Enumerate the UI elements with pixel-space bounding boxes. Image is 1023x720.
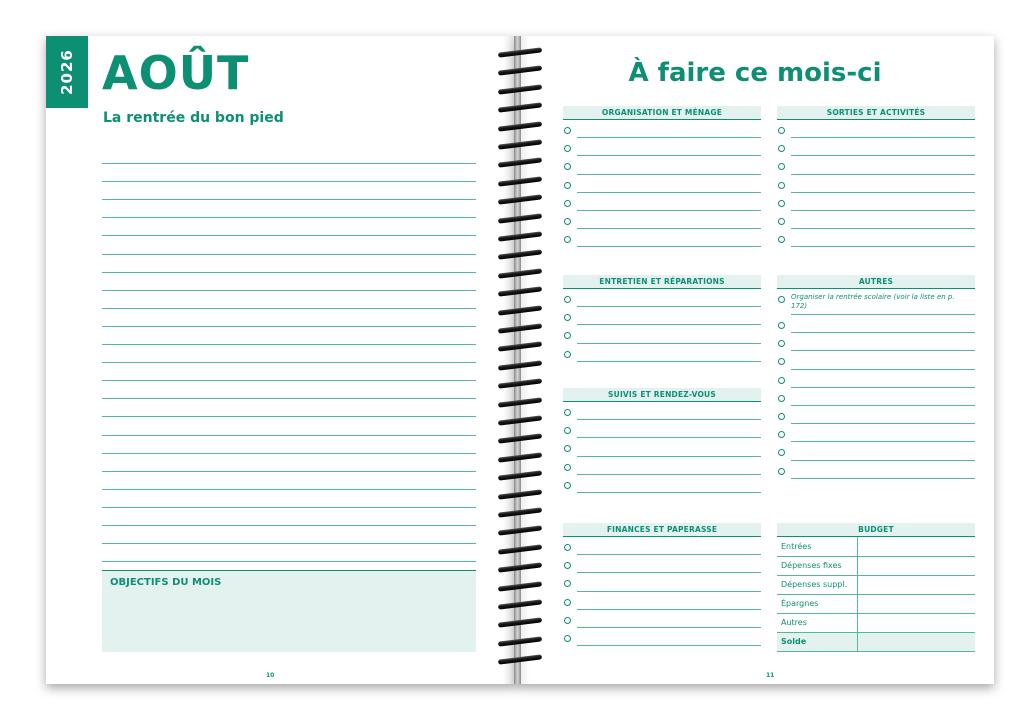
spiral-coil bbox=[498, 124, 542, 130]
spiral-coil bbox=[498, 363, 542, 369]
note-line[interactable] bbox=[102, 182, 476, 200]
checklist-row[interactable] bbox=[777, 406, 975, 424]
checkbox-circle[interactable] bbox=[778, 218, 785, 225]
budget-row-solde bbox=[777, 632, 975, 651]
spiral-coil bbox=[498, 620, 542, 626]
checkbox-circle[interactable] bbox=[564, 427, 571, 434]
budget-value-cell[interactable] bbox=[857, 537, 975, 556]
checkbox-circle[interactable] bbox=[564, 314, 571, 321]
checklist-row[interactable] bbox=[777, 370, 975, 388]
checklist-row[interactable] bbox=[777, 289, 975, 315]
checklist-row[interactable] bbox=[777, 461, 975, 479]
checkbox-circle[interactable] bbox=[778, 145, 785, 152]
checkbox-circle[interactable] bbox=[564, 182, 571, 189]
spiral-coil bbox=[498, 326, 542, 332]
checkbox-circle[interactable] bbox=[564, 599, 571, 606]
checklist-row[interactable] bbox=[563, 289, 761, 307]
write-line[interactable] bbox=[791, 478, 975, 479]
note-line[interactable] bbox=[102, 472, 476, 490]
budget-row bbox=[777, 537, 975, 556]
budget-value-cell[interactable] bbox=[857, 632, 975, 651]
checklist-row[interactable] bbox=[563, 537, 761, 555]
section-header: BUDGET bbox=[777, 523, 975, 537]
checklist-row[interactable] bbox=[777, 156, 975, 174]
spiral-coil bbox=[498, 271, 542, 277]
spiral-coil bbox=[498, 234, 542, 240]
page-number-left: 10 bbox=[266, 672, 275, 679]
year-tab bbox=[46, 36, 88, 108]
write-line[interactable] bbox=[577, 246, 761, 247]
budget-table bbox=[777, 537, 975, 652]
page-number-right: 11 bbox=[766, 672, 775, 679]
spiral-coil bbox=[498, 344, 542, 350]
checkbox-circle[interactable] bbox=[778, 163, 785, 170]
section-budget bbox=[777, 523, 975, 652]
note-line[interactable] bbox=[102, 381, 476, 399]
checklist-row[interactable] bbox=[777, 424, 975, 442]
note-line[interactable] bbox=[102, 291, 476, 309]
todo-title: À faire ce mois-ci bbox=[628, 58, 882, 88]
checklist-row[interactable] bbox=[563, 325, 761, 343]
checkbox-circle[interactable] bbox=[564, 236, 571, 243]
checkbox-circle[interactable] bbox=[564, 464, 571, 471]
checklist-row[interactable] bbox=[563, 475, 761, 493]
note-line[interactable] bbox=[102, 508, 476, 526]
checklist-row[interactable] bbox=[777, 442, 975, 460]
note-line[interactable] bbox=[102, 417, 476, 435]
spiral-coil bbox=[498, 492, 542, 498]
checkbox-circle[interactable] bbox=[778, 413, 785, 420]
checklist-row[interactable] bbox=[777, 351, 975, 369]
budget-row bbox=[777, 575, 975, 594]
checkbox-circle[interactable] bbox=[564, 351, 571, 358]
checklist-row[interactable] bbox=[563, 592, 761, 610]
checkbox-circle[interactable] bbox=[564, 200, 571, 207]
checkbox-circle[interactable] bbox=[778, 340, 785, 347]
write-line[interactable] bbox=[577, 361, 761, 362]
checkbox-circle[interactable] bbox=[778, 358, 785, 365]
section-sorties bbox=[777, 106, 975, 247]
budget-value-cell[interactable] bbox=[857, 575, 975, 594]
checkbox-circle[interactable] bbox=[564, 562, 571, 569]
checklist-row[interactable] bbox=[563, 120, 761, 138]
spiral-coil bbox=[498, 602, 542, 608]
budget-label: Dépenses suppl. bbox=[777, 575, 857, 594]
spiral-coil bbox=[498, 657, 542, 663]
checklist-row[interactable] bbox=[563, 610, 761, 628]
budget-row bbox=[777, 556, 975, 575]
spiral-coil bbox=[498, 50, 542, 56]
checklist-row[interactable] bbox=[563, 175, 761, 193]
checklist-row[interactable] bbox=[777, 315, 975, 333]
note-line[interactable] bbox=[102, 309, 476, 327]
checklist-row[interactable] bbox=[563, 457, 761, 475]
spiral-coil bbox=[498, 289, 542, 295]
checkbox-circle[interactable] bbox=[564, 445, 571, 452]
note-line[interactable] bbox=[102, 399, 476, 417]
note-line[interactable] bbox=[102, 218, 476, 236]
spiral-coil bbox=[498, 142, 542, 148]
checkbox-circle[interactable] bbox=[564, 296, 571, 303]
spiral-coil bbox=[498, 547, 542, 553]
budget-value-cell[interactable] bbox=[857, 613, 975, 632]
section-suivis bbox=[563, 388, 761, 493]
section-header: SUIVIS ET RENDEZ-VOUS bbox=[563, 388, 761, 402]
checklist-row[interactable] bbox=[563, 138, 761, 156]
section-header: AUTRES bbox=[777, 275, 975, 289]
budget-label: Dépenses fixes bbox=[777, 556, 857, 575]
spiral-coil bbox=[498, 639, 542, 645]
section-header: SORTIES ET ACTIVITÉS bbox=[777, 106, 975, 120]
write-line[interactable] bbox=[577, 492, 761, 493]
section-organisation bbox=[563, 106, 761, 247]
section-autres bbox=[777, 275, 975, 479]
budget-label: Entrées bbox=[777, 537, 857, 556]
spiral-coil bbox=[498, 105, 542, 111]
checklist-row[interactable] bbox=[563, 438, 761, 456]
checklist-row[interactable] bbox=[777, 193, 975, 211]
checklist-row[interactable] bbox=[563, 307, 761, 325]
checklist-row[interactable] bbox=[777, 175, 975, 193]
month-title: AOÛT bbox=[102, 46, 250, 100]
spiral-coil bbox=[498, 197, 542, 203]
spiral-binding bbox=[496, 36, 546, 684]
checkbox-circle[interactable] bbox=[564, 127, 571, 134]
checklist-row[interactable] bbox=[563, 193, 761, 211]
checkbox-circle[interactable] bbox=[564, 544, 571, 551]
checkbox-circle[interactable] bbox=[778, 431, 785, 438]
budget-value-cell[interactable] bbox=[857, 594, 975, 613]
checklist-row[interactable] bbox=[777, 211, 975, 229]
checklist-row[interactable] bbox=[777, 388, 975, 406]
autres-first-item: Organiser la rentrée scolaire (voir la liste en p. 172) bbox=[791, 293, 955, 310]
note-line[interactable] bbox=[102, 526, 476, 544]
notes-lines[interactable] bbox=[102, 146, 476, 562]
checklist-row[interactable] bbox=[777, 229, 975, 247]
spiral-coil bbox=[498, 584, 542, 590]
spiral-coil bbox=[498, 455, 542, 461]
spiral-coil bbox=[498, 179, 542, 185]
note-line[interactable] bbox=[102, 236, 476, 254]
spiral-coil bbox=[498, 436, 542, 442]
spiral-coil bbox=[498, 68, 542, 74]
section-header: ORGANISATION ET MÉNAGE bbox=[563, 106, 761, 120]
budget-row bbox=[777, 594, 975, 613]
note-line[interactable] bbox=[102, 255, 476, 273]
checklist-row[interactable] bbox=[563, 156, 761, 174]
checkbox-circle[interactable] bbox=[778, 468, 785, 475]
checkbox-circle[interactable] bbox=[564, 145, 571, 152]
checklist-row[interactable] bbox=[563, 344, 761, 362]
note-line[interactable] bbox=[102, 273, 476, 291]
checklist-row[interactable] bbox=[563, 420, 761, 438]
note-line[interactable] bbox=[102, 327, 476, 345]
month-subtitle: La rentrée du bon pied bbox=[103, 110, 284, 126]
budget-label: Solde bbox=[777, 632, 857, 651]
budget-label: Autres bbox=[777, 613, 857, 632]
note-line[interactable] bbox=[102, 200, 476, 218]
checkbox-circle[interactable] bbox=[778, 127, 785, 134]
checkbox-circle[interactable] bbox=[778, 395, 785, 402]
checkbox-circle[interactable] bbox=[564, 482, 571, 489]
section-header: FINANCES ET PAPERASSE bbox=[563, 523, 761, 537]
checkbox-circle[interactable] bbox=[778, 200, 785, 207]
checkbox-circle[interactable] bbox=[778, 449, 785, 456]
checkbox-circle[interactable] bbox=[564, 409, 571, 416]
checklist-row[interactable] bbox=[777, 333, 975, 351]
checkbox-circle[interactable] bbox=[778, 322, 785, 329]
budget-value-cell[interactable] bbox=[857, 556, 975, 575]
spiral-coil bbox=[498, 418, 542, 424]
spiral-coil bbox=[498, 400, 542, 406]
checkbox-circle[interactable] bbox=[564, 218, 571, 225]
note-line[interactable] bbox=[102, 454, 476, 472]
year-label: 2026 bbox=[58, 49, 76, 95]
note-line[interactable] bbox=[102, 436, 476, 454]
note-line[interactable] bbox=[102, 544, 476, 562]
checkbox-circle[interactable] bbox=[564, 332, 571, 339]
note-line[interactable] bbox=[102, 363, 476, 381]
section-finances bbox=[563, 523, 761, 646]
objectives-box[interactable] bbox=[102, 570, 476, 652]
checklist-row[interactable] bbox=[563, 628, 761, 646]
write-line[interactable] bbox=[577, 645, 761, 646]
note-line[interactable] bbox=[102, 490, 476, 508]
spiral-coil bbox=[498, 160, 542, 166]
objectives-title: OBJECTIFS DU MOIS bbox=[110, 577, 222, 588]
spiral-coil bbox=[498, 565, 542, 571]
section-header: ENTRETIEN ET RÉPARATIONS bbox=[563, 275, 761, 289]
note-line[interactable] bbox=[102, 146, 476, 164]
checklist-row[interactable] bbox=[777, 138, 975, 156]
spiral-coil bbox=[498, 510, 542, 516]
spiral-coil bbox=[498, 308, 542, 314]
checklist-row[interactable] bbox=[563, 229, 761, 247]
spiral-coil bbox=[498, 87, 542, 93]
checkbox-circle[interactable] bbox=[564, 163, 571, 170]
budget-row bbox=[777, 613, 975, 632]
spiral-coil bbox=[498, 252, 542, 258]
checklist-row[interactable] bbox=[777, 120, 975, 138]
section-entretien bbox=[563, 275, 761, 362]
spiral-coil bbox=[498, 473, 542, 479]
right-page bbox=[516, 36, 994, 684]
checkbox-circle[interactable] bbox=[778, 296, 785, 303]
checkbox-circle[interactable] bbox=[564, 580, 571, 587]
checkbox-circle[interactable] bbox=[778, 236, 785, 243]
budget-label: Épargnes bbox=[777, 594, 857, 613]
note-line[interactable] bbox=[102, 164, 476, 182]
checkbox-circle[interactable] bbox=[778, 377, 785, 384]
checkbox-circle[interactable] bbox=[778, 182, 785, 189]
checklist-row[interactable] bbox=[563, 211, 761, 229]
checkbox-circle[interactable] bbox=[564, 617, 571, 624]
spiral-coil bbox=[498, 216, 542, 222]
left-page bbox=[46, 36, 516, 684]
note-line[interactable] bbox=[102, 345, 476, 363]
checkbox-circle[interactable] bbox=[564, 635, 571, 642]
checklist-row[interactable] bbox=[563, 555, 761, 573]
checklist-row[interactable] bbox=[563, 573, 761, 591]
write-line[interactable] bbox=[791, 246, 975, 247]
spiral-coil bbox=[498, 381, 542, 387]
spiral-coil bbox=[498, 528, 542, 534]
checklist-row[interactable] bbox=[563, 402, 761, 420]
